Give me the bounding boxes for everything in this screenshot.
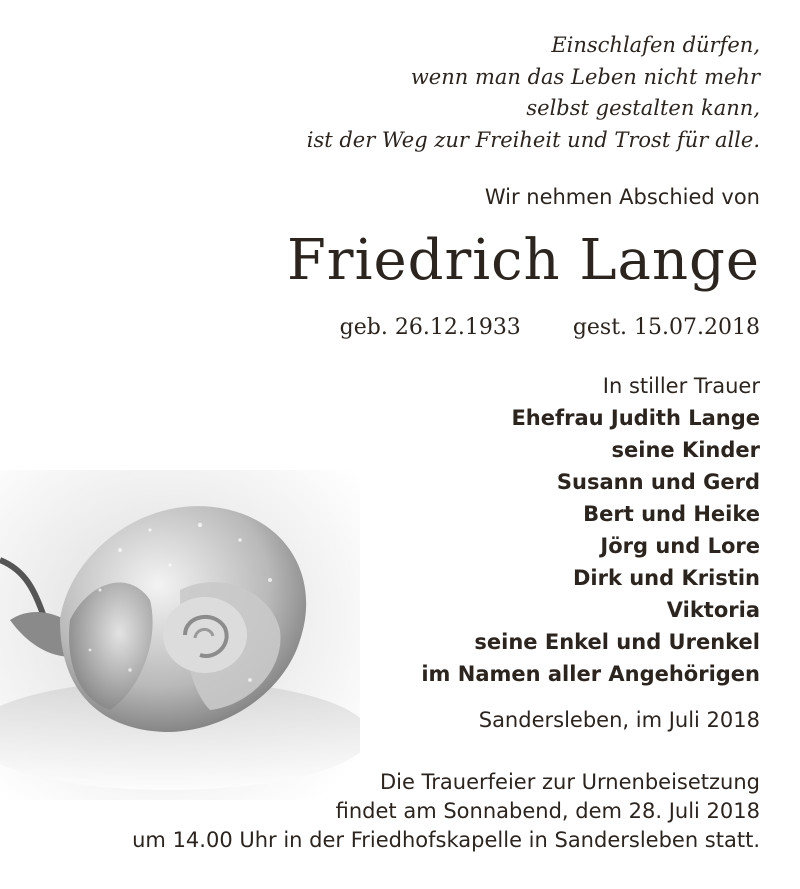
life-dates [340,315,760,340]
birth-date: geb. 26.12.1933 [339,315,521,340]
rose-image [0,470,360,800]
deceased-name: Friedrich Lange [286,228,760,293]
farewell-intro: Wir nehmen Abschied von [484,185,760,209]
poem-line: Einschlafen dürfen, [551,33,760,57]
mourner-name: Bert und Heike [583,502,760,526]
death-date: gest. 15.07.2018 [572,315,760,340]
mourner-name: seine Kinder [611,438,760,462]
poem [307,30,760,156]
mourner-name: Susann und Gerd [556,470,760,494]
poem-line: ist der Weg zur Freiheit und Trost für alle. [306,127,760,152]
mourner-name: Dirk und Kristin [572,566,760,590]
funeral-line: findet am Sonnabend, dem 28. Juli 2018 [335,799,760,823]
poem-line: wenn man das Leben nicht mehr [410,64,760,89]
poem-line: selbst gestalten kann, [526,96,760,120]
mourners-list [421,370,760,690]
funeral-info [132,768,760,855]
funeral-line: um 14.00 Uhr in der Friedhofskapelle in Sandersleben statt. [132,828,760,852]
mourner-name: seine Enkel und Urenkel [474,630,760,654]
mourning-lead: In stiller Trauer [602,374,760,398]
mourner-name: Viktoria [666,598,760,622]
mourner-name: Ehefrau Judith Lange [511,406,760,430]
mourner-name: Jörg und Lore [600,534,760,558]
mourner-name: im Namen aller Angehörigen [421,662,760,686]
place-and-date: Sandersleben, im Juli 2018 [478,708,760,732]
funeral-line: Die Trauerfeier zur Urnenbeisetzung [379,770,760,794]
